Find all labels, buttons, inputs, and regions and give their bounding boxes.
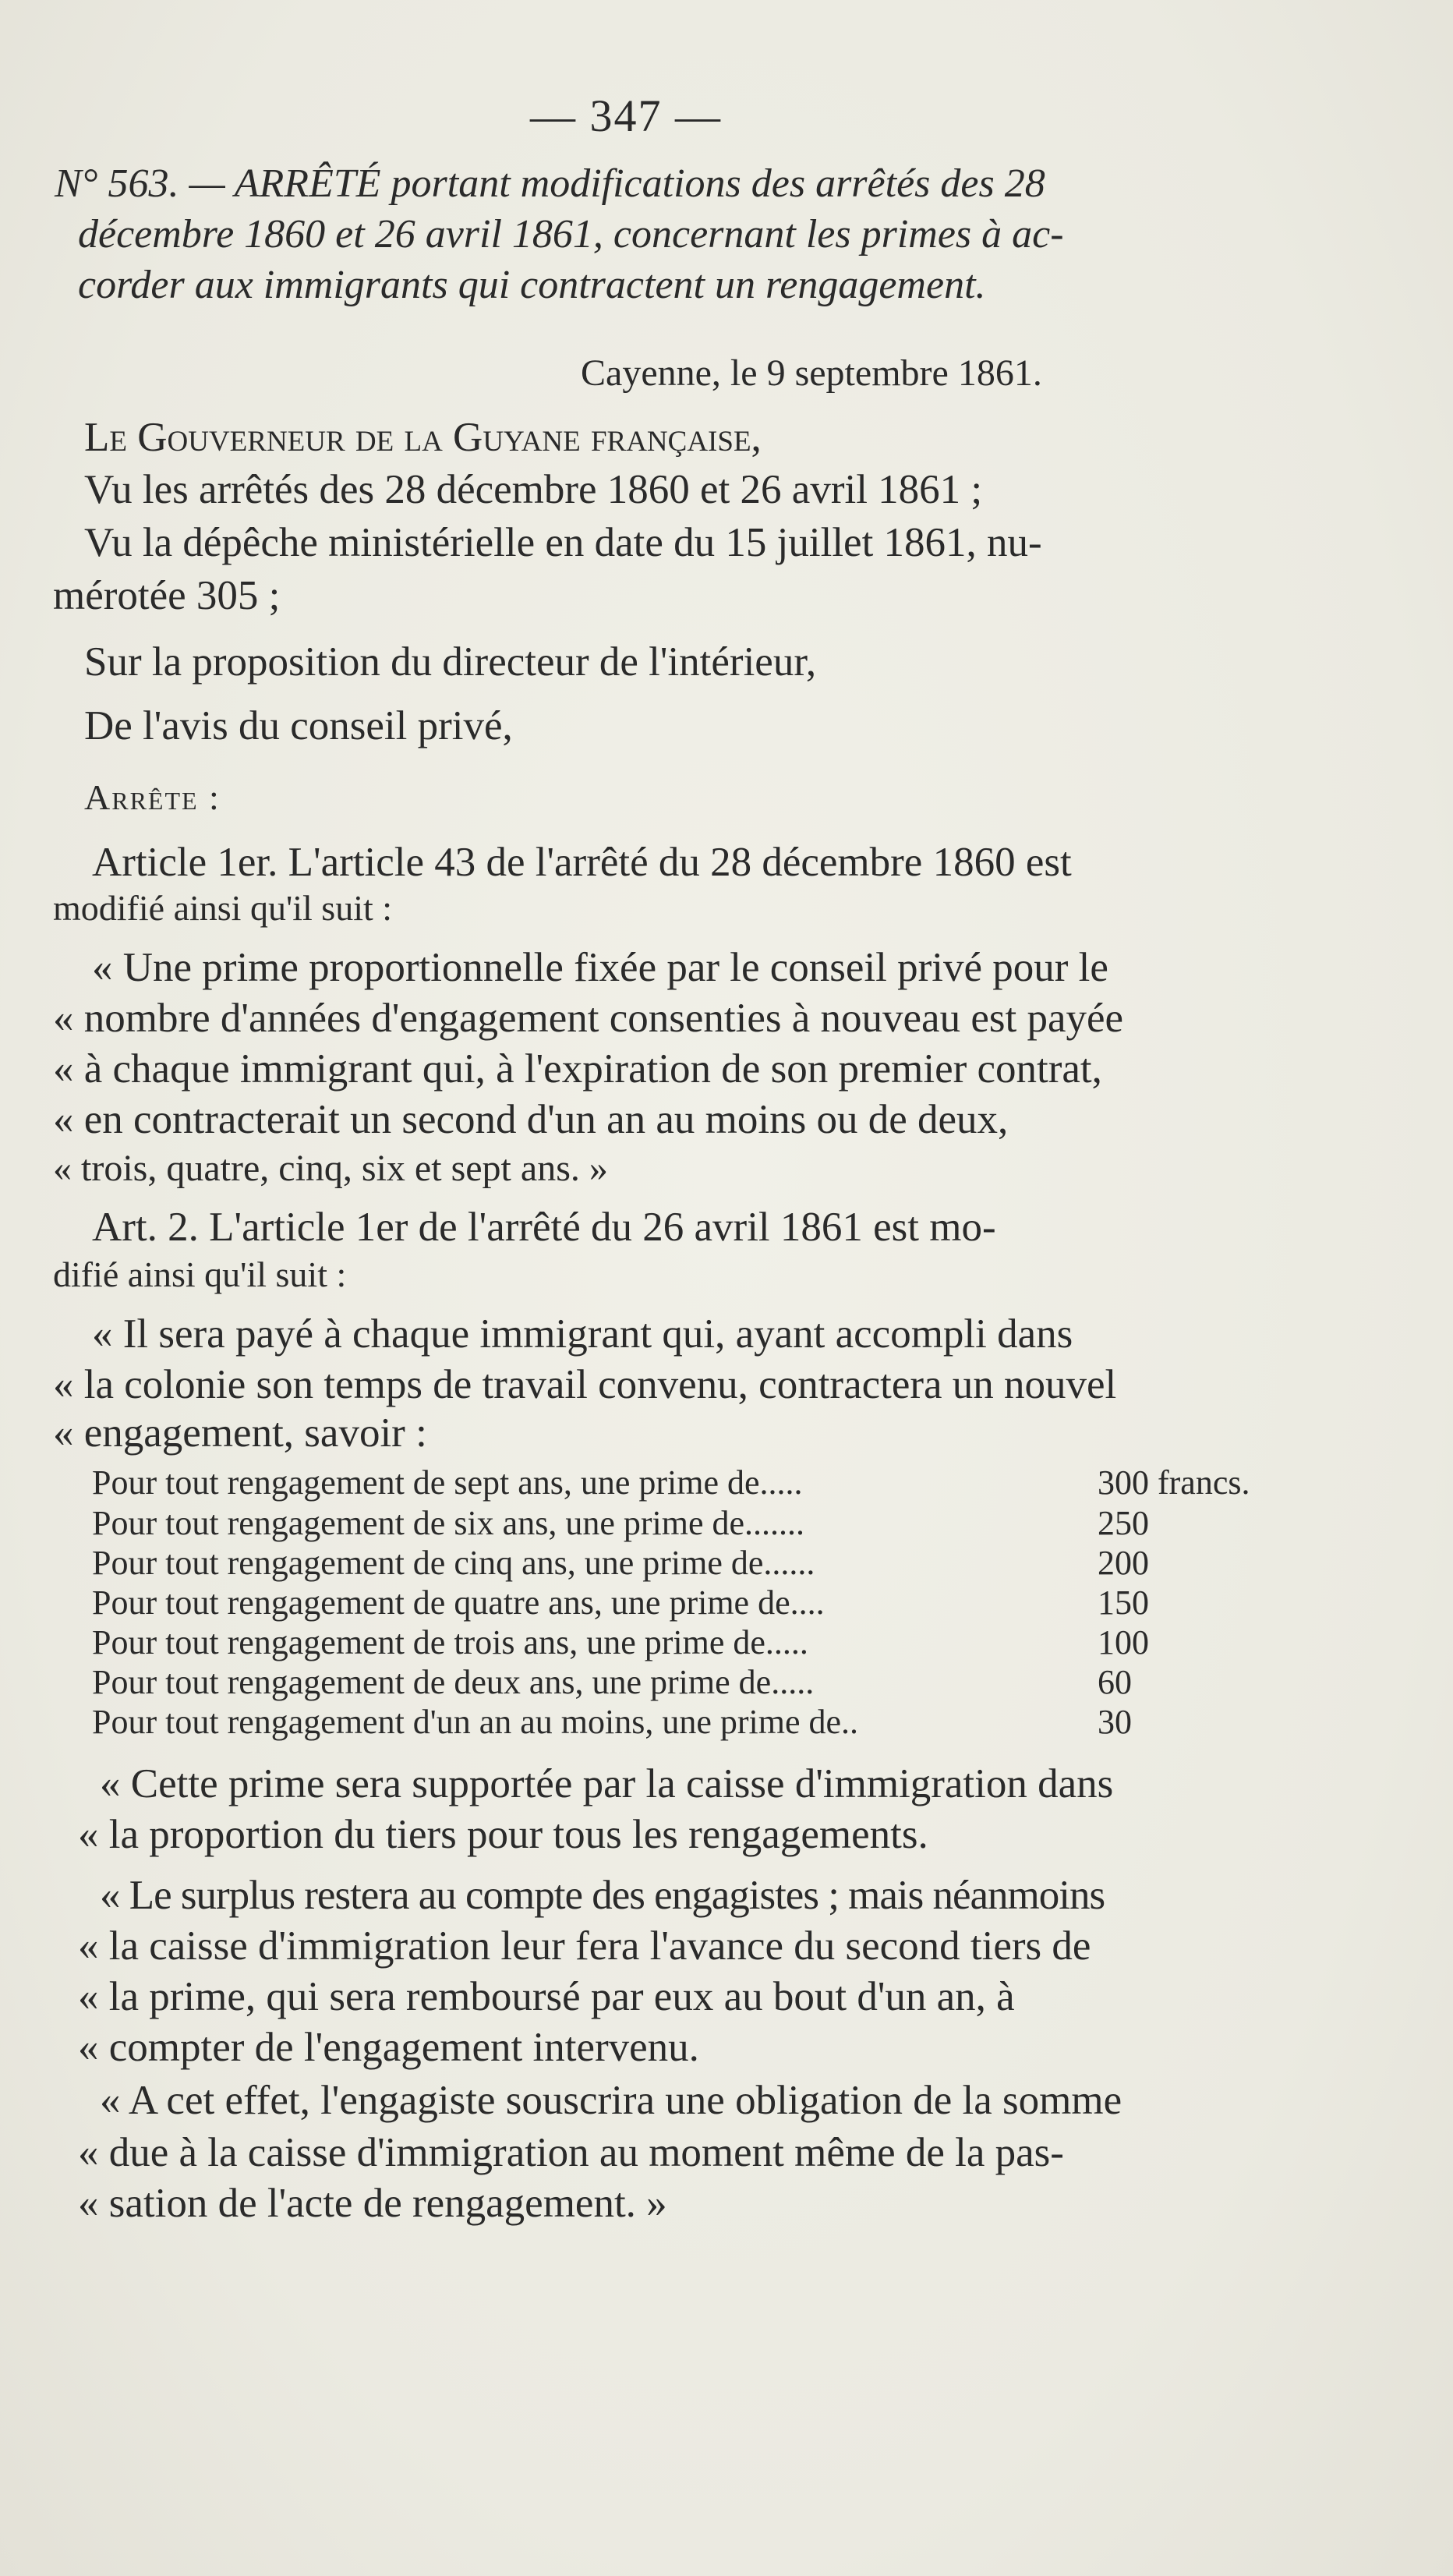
prime-row-amount: 250 (1098, 1504, 1149, 1542)
closing-line-4: « la caisse d'immigration leur fera l'avance du second tiers de (78, 1923, 1091, 1969)
title-line-3: corder aux immigrants qui contractent un rengagement. (78, 263, 986, 307)
closing-line-1: « Cette prime sera supportée par la caisse d'immigration dans (100, 1761, 1114, 1806)
prime-row-amount: 100 (1098, 1623, 1149, 1661)
prime-row-label: Pour tout rengagement de quatre ans, une prime de.... (92, 1583, 825, 1622)
article1-line-5: « à chaque immigrant qui, à l'expiration de son premier contrat, (53, 1046, 1102, 1092)
preamble-vu-1: Vu les arrêtés des 28 décembre 1860 et 26 avril 1861 ; (84, 467, 983, 512)
article1-line-3: « Une prime proportionnelle fixée par le conseil privé pour le (92, 945, 1108, 990)
prime-row-label: Pour tout rengagement d'un an au moins, une prime de.. (92, 1703, 859, 1741)
preamble-vu-2-cont: mérotée 305 ; (53, 573, 281, 618)
prime-row (92, 1623, 1149, 1661)
prime-row (92, 1663, 1132, 1701)
prime-row-amount: 150 (1098, 1583, 1149, 1622)
prime-row (92, 1544, 1149, 1582)
article2-line-2: difié ainsi qu'il suit : (53, 1254, 347, 1294)
closing-line-8: « due à la caisse d'immigration au moment même de la pas- (78, 2130, 1064, 2175)
prime-row (92, 1463, 1250, 1502)
prime-row-label: Pour tout rengagement de deux ans, une prime de..... (92, 1663, 815, 1701)
article1-line-1: Article 1er. L'article 43 de l'arrêté du 28 décembre 1860 est (92, 840, 1072, 885)
title-line-1: N° 563. — ARRÊTÉ portant modifications des arrêtés des 28 (55, 161, 1045, 206)
closing-line-3: « Le surplus restera au compte des engagistes ; mais néanmoins (100, 1873, 1105, 1918)
article2-line-5: « engagement, savoir : (53, 1410, 427, 1456)
preamble-avis: De l'avis du conseil privé, (84, 703, 513, 748)
preamble-governor: Le Gouverneur de la Guyane française, (84, 415, 762, 460)
prime-row-amount: 200 (1098, 1544, 1149, 1582)
dateline: Cayenne, le 9 septembre 1861. (581, 352, 1042, 394)
prime-row-label: Pour tout rengagement de cinq ans, une prime de...... (92, 1544, 815, 1582)
prime-row-label: Pour tout rengagement de six ans, une prime de....... (92, 1504, 805, 1542)
prime-row-label: Pour tout rengagement de trois ans, une prime de..... (92, 1623, 808, 1661)
closing-line-5: « la prime, qui sera remboursé par eux au bout d'un an, à (78, 1974, 1015, 2019)
arrete-heading: Arrête : (84, 777, 221, 817)
closing-line-7: « A cet effet, l'engagiste souscrira une obligation de la somme (100, 2078, 1122, 2123)
article1-line-7: « trois, quatre, cinq, six et sept ans. » (53, 1148, 608, 1189)
prime-row (92, 1504, 1149, 1542)
title-line-2: décembre 1860 et 26 avril 1861, concernant les primes à ac- (78, 212, 1064, 257)
prime-row (92, 1583, 1149, 1622)
prime-row-amount: 300 francs. (1098, 1463, 1250, 1502)
article2-line-1: Art. 2. L'article 1er de l'arrêté du 26 avril 1861 est mo- (92, 1205, 996, 1250)
article1-line-4: « nombre d'années d'engagement consenties à nouveau est payée (53, 996, 1124, 1041)
preamble-vu-2: Vu la dépêche ministérielle en date du 15 juillet 1861, nu- (84, 520, 1042, 565)
article1-line-6: « en contracterait un second d'un an au moins ou de deux, (53, 1097, 1009, 1142)
closing-line-9: « sation de l'acte de rengagement. » (78, 2181, 667, 2226)
closing-line-2: « la proportion du tiers pour tous les rengagements. (78, 1812, 928, 1857)
article2-line-3: « Il sera payé à chaque immigrant qui, ayant accompli dans (92, 1311, 1073, 1357)
page-number: — 347 — (530, 90, 722, 141)
preamble-proposition: Sur la proposition du directeur de l'intérieur, (84, 639, 817, 685)
prime-row-amount: 60 (1098, 1663, 1132, 1701)
prime-row-label: Pour tout rengagement de sept ans, une prime de..... (92, 1463, 803, 1502)
prime-row (92, 1703, 1132, 1741)
closing-line-6: « compter de l'engagement intervenu. (78, 2025, 699, 2070)
prime-row-amount: 30 (1098, 1703, 1132, 1741)
article1-line-2: modifié ainsi qu'il suit : (53, 888, 393, 928)
article2-line-4: « la colonie son temps de travail convenu, contractera un nouvel (53, 1362, 1117, 1407)
